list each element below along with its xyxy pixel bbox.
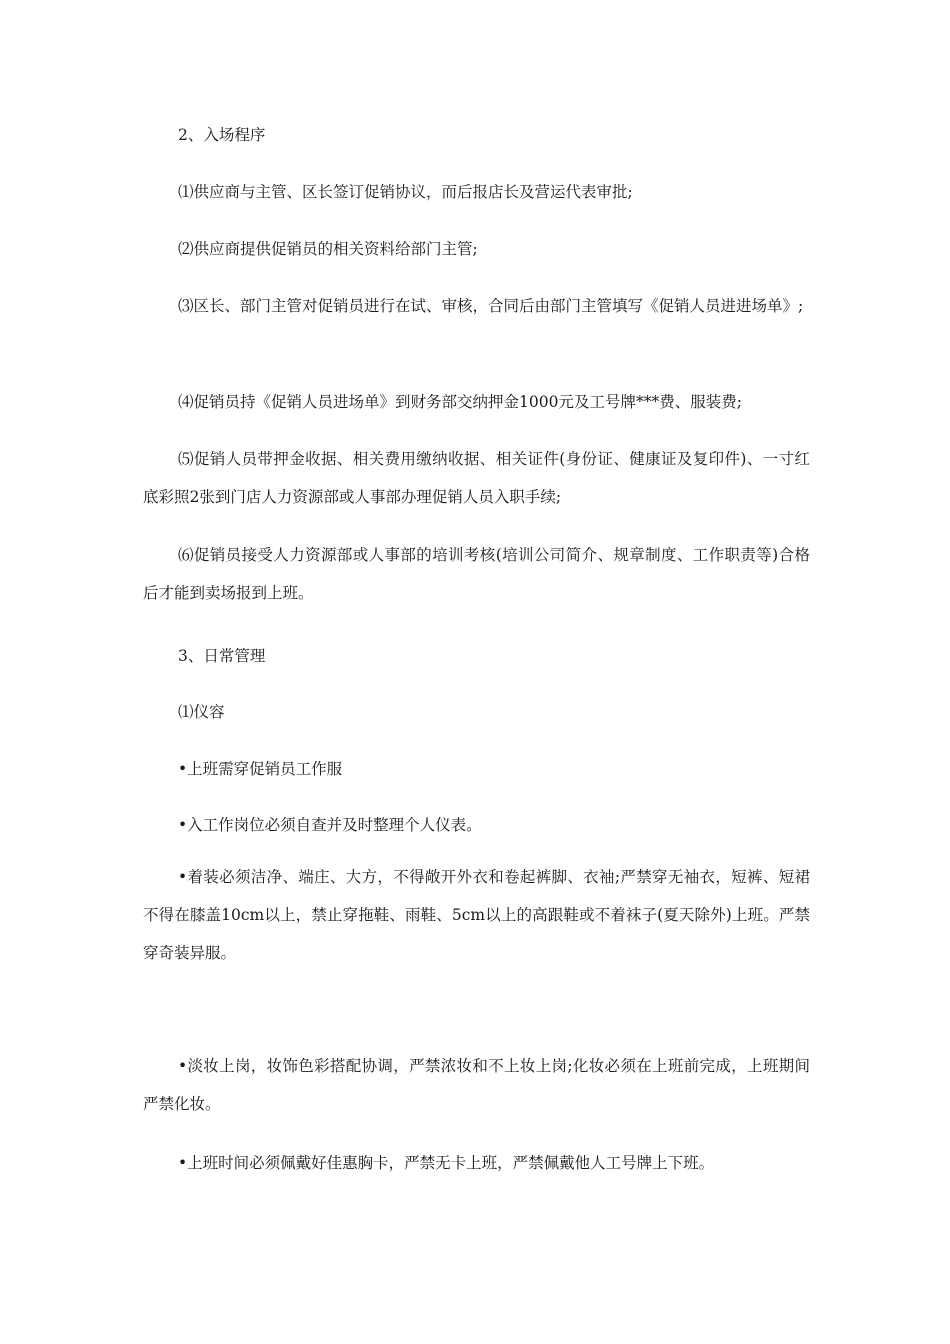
entry-step-2: ⑵供应商提供促销员的相关资料给部门主管; (178, 240, 478, 258)
appearance-rule-2: •入工作岗位必须自查并及时整理个人仪表。 (178, 816, 482, 834)
entry-step-3: ⑶区长、部门主管对促销员进行在试、审核，合同后由部门主管填写《促销人员进进场单》; (178, 297, 804, 315)
entry-step-5: ⑸促销人员带押金收据、相关费用缴纳收据、相关证件(身份证、健康证及复印件)、一寸红底彩照2张到门店人力资源部或人事部办理促销人员入职手续; (143, 450, 810, 506)
entry-step-4: ⑷促销员持《促销人员进场单》到财务部交纳押金1000元及工号牌***费、服装费; (178, 393, 742, 411)
appearance-rule-5: •上班时间必须佩戴好佳惠胸卡，严禁无卡上班，严禁佩戴他人工号牌上下班。 (178, 1154, 715, 1172)
appearance-rule-4: •淡妆上岗，妆饰色彩搭配协调，严禁浓妆和不上妆上岗;化妆必须在上班前完成，上班期间严禁化妆。 (143, 1057, 810, 1113)
appearance-rule-1: •上班需穿促销员工作服 (178, 760, 343, 778)
entry-step-1: ⑴供应商与主管、区长签订促销协议，而后报店长及营运代表审批; (178, 183, 633, 201)
section-heading-daily-management: 3、日常管理 (178, 647, 266, 665)
entry-step-6: ⑹促销员接受人力资源部或人事部的培训考核(培训公司简介、规章制度、工作职责等)合格后才能到卖场报到上班。 (143, 546, 810, 602)
appearance-rule-3: •着装必须洁净、端庄、大方，不得敞开外衣和卷起裤脚、衣袖;严禁穿无袖衣，短裤、短裙不得在膝盖10cm以上，禁止穿拖鞋、雨鞋、5cm以上的高跟鞋或不着袜子(夏天除外)上班。严禁穿奇装异服。 (143, 868, 810, 962)
section-heading-entry-procedure: 2、入场程序 (178, 126, 266, 144)
subsection-appearance: ⑴仪容 (178, 703, 225, 721)
